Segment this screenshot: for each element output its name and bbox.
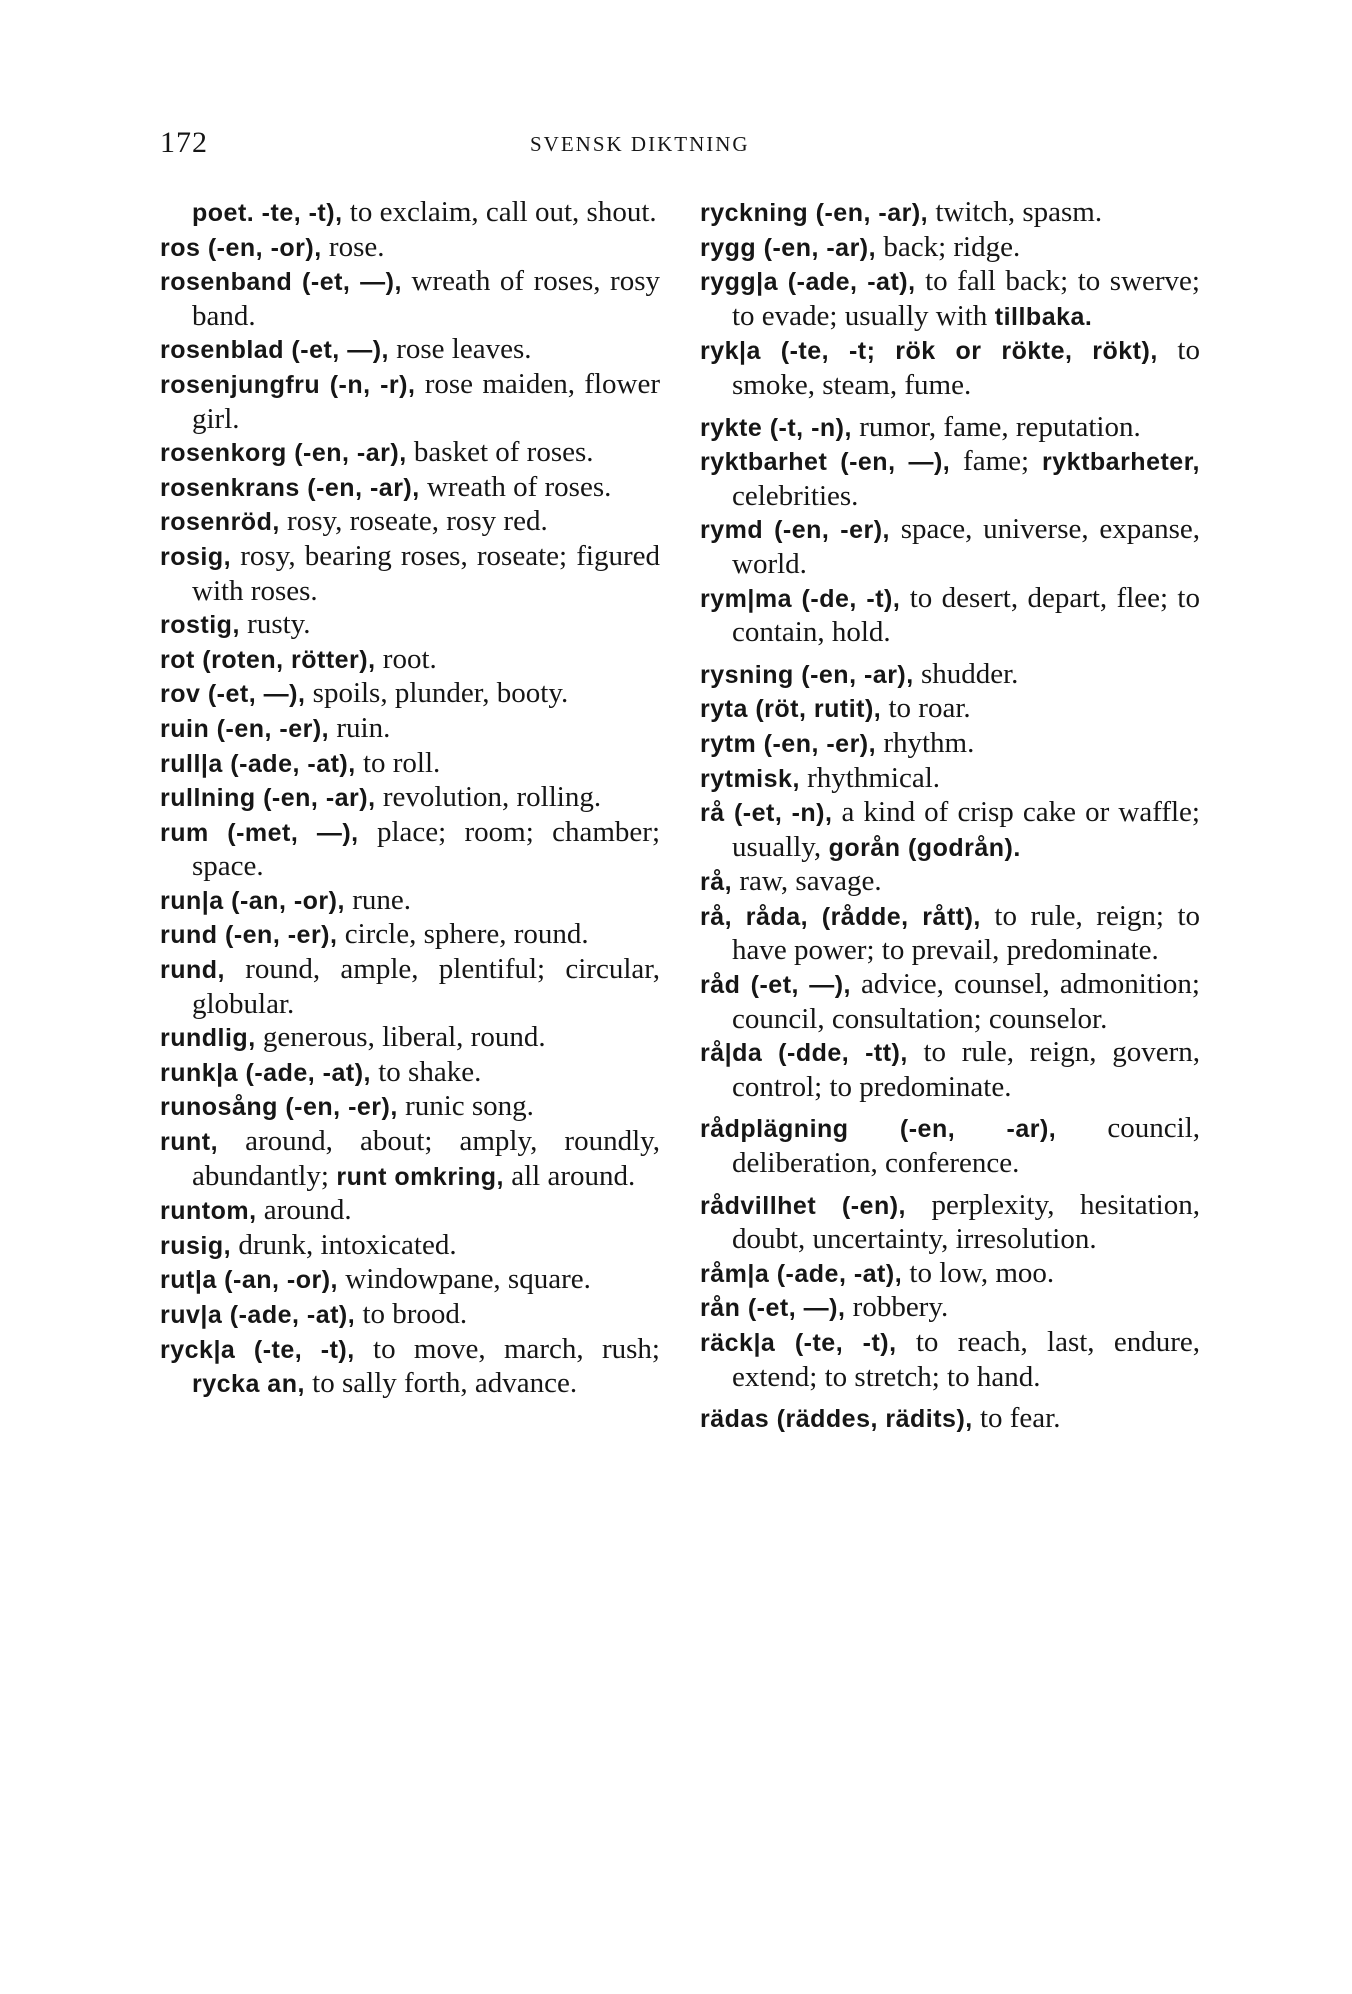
definition: shudder. — [913, 657, 1019, 690]
phrase: ryktbarheter, — [1029, 448, 1201, 477]
dictionary-entry — [160, 1194, 660, 1229]
definition: to smoke, steam, fume. — [732, 334, 1200, 401]
definition: a kind of crisp cake or waffle; usually, — [732, 796, 1200, 863]
phrase-definition: all around. — [503, 1159, 636, 1192]
dictionary-entry — [160, 265, 660, 333]
definition: fame; — [950, 445, 1030, 478]
headword: rusig, — [160, 1231, 232, 1260]
dictionary-entry — [700, 1402, 1200, 1437]
definition: wreath of roses, rosy band. — [192, 265, 660, 332]
headword: rå, råda, — [700, 902, 809, 931]
grammar-forms: (-et, -n), — [724, 799, 833, 828]
dictionary-entry — [160, 1125, 660, 1194]
dictionary-entry — [700, 1036, 1200, 1104]
definition: rose leaves. — [388, 333, 532, 366]
definition: to fall back; to swerve; to evade; usually with — [732, 265, 1200, 332]
grammar-forms: (-en, -ar), — [286, 439, 407, 468]
definition: rumor, fame, reputation. — [851, 410, 1141, 443]
dictionary-entry — [700, 692, 1200, 727]
definition: robbery. — [845, 1291, 949, 1324]
grammar-forms: (-en, -or), — [200, 233, 322, 262]
grammar-forms: (-ade, -at), — [222, 749, 356, 778]
definition: to exclaim, call out, shout. — [342, 196, 657, 228]
phrase: rycka an, — [192, 1370, 305, 1399]
grammar-forms: (-en, -ar), — [255, 784, 376, 813]
grammar-forms: (-te, -t), — [775, 1329, 897, 1357]
dictionary-entry — [160, 1229, 660, 1264]
definition: round, ample, plentiful; circular, globular. — [192, 953, 660, 1020]
definition: twitch, spasm. — [928, 196, 1103, 228]
dictionary-entry — [160, 1021, 660, 1056]
headword: rysning — [700, 660, 794, 689]
grammar-forms: (-en, -er), — [277, 1093, 398, 1122]
definition: council, deliberation, conference. — [732, 1112, 1200, 1180]
dictionary-entry — [700, 445, 1200, 513]
grammar-forms: (-t, -n), — [762, 413, 852, 442]
definition: generous, liberal, round. — [255, 1021, 546, 1054]
definition: to low, moo. — [902, 1256, 1055, 1289]
grammar-forms: (-en, -ar), — [808, 199, 929, 227]
definition: revolution, rolling. — [375, 781, 602, 814]
headword: rym|ma — [700, 584, 792, 613]
grammar-forms: (-an, -or), — [216, 1266, 338, 1295]
grammar-forms: (-de, -t), — [792, 584, 901, 613]
grammar-forms: (-en, -er), — [217, 921, 338, 950]
headword: runosång — [160, 1093, 278, 1122]
headword: rull|a — [160, 749, 223, 778]
definition: spoils, plunder, booty. — [305, 677, 569, 710]
definition: rusty. — [239, 608, 311, 641]
headword: runtom, — [160, 1197, 257, 1226]
headword: rosenblad — [160, 336, 284, 365]
grammar-forms: (-en, -ar), — [848, 1115, 1057, 1144]
definition: rhythm. — [876, 726, 975, 759]
dictionary-entry — [160, 918, 660, 953]
definition: rosy, bearing roses, roseate; figured with roses. — [192, 539, 660, 607]
dictionary-entry — [160, 1056, 660, 1091]
grammar-forms: (-ade, -at), — [222, 1301, 356, 1329]
grammar-forms: (rådde, rått), — [808, 902, 981, 931]
headword: rymd — [700, 516, 764, 545]
headword: rov — [160, 680, 201, 709]
grammar-forms: (-ade, -at), — [238, 1058, 371, 1087]
headword: rykte — [700, 413, 763, 442]
headword: ryta — [700, 695, 748, 724]
headword: rå — [700, 799, 725, 828]
headword: råm|a — [700, 1259, 770, 1288]
grammar-forms: (-en, -er), — [209, 714, 330, 743]
grammar-forms: (-en, -er), — [756, 729, 877, 758]
dictionary-entry — [700, 582, 1200, 650]
grammar-forms: (-ade, -at), — [769, 1259, 903, 1288]
headword: rosenkorg — [160, 439, 287, 468]
grammar-forms: (räddes, rädits), — [769, 1405, 973, 1434]
definition: basket of roses. — [406, 436, 594, 469]
dictionary-entry — [160, 368, 660, 436]
headword: runt, — [160, 1128, 219, 1157]
headword: run|a — [160, 886, 224, 915]
dictionary-entry — [160, 816, 660, 884]
headword: rostig, — [160, 611, 240, 640]
headword: rut|a — [160, 1266, 217, 1295]
dictionary-entry — [700, 1291, 1200, 1326]
headword: ros — [160, 233, 201, 262]
definition: rose. — [321, 230, 385, 263]
grammar-forms: (-te, -t), — [235, 1335, 355, 1364]
dictionary-entry — [160, 781, 660, 816]
definition: place; room; chamber; space. — [192, 815, 661, 883]
headword: ryckning — [700, 199, 809, 227]
headword: rosig, — [160, 542, 232, 571]
dictionary-entry — [160, 747, 660, 782]
grammar-forms: (-et, —), — [292, 268, 402, 297]
dictionary-entry — [700, 1326, 1200, 1394]
grammar-forms: (-en, —), — [827, 448, 951, 477]
definition: drunk, intoxicated. — [231, 1228, 457, 1261]
headword: rot — [160, 645, 195, 674]
phrase-definition: to sally forth, advance. — [304, 1367, 578, 1400]
dictionary-entry — [700, 968, 1200, 1036]
headword: ruv|a — [160, 1301, 223, 1329]
headword: rädas — [700, 1405, 770, 1434]
dictionary-entry — [700, 900, 1200, 968]
page-number: 172 — [160, 126, 208, 159]
dictionary-entry — [700, 762, 1200, 797]
grammar-forms: poet. -te, -t), — [192, 199, 343, 227]
dictionary-entry — [160, 1333, 660, 1402]
definition: runic song. — [397, 1090, 534, 1123]
grammar-forms: (-dde, -tt), — [762, 1039, 908, 1068]
headword: rygg — [700, 233, 757, 262]
dictionary-entry — [700, 865, 1200, 900]
definition: to rule, reign; to have power; to prevail, predominate. — [732, 899, 1201, 967]
dictionary-entry — [160, 231, 660, 266]
grammar-forms: (-n, -r), — [320, 370, 416, 399]
definition: perplexity, hesitation, doubt, uncertainty, irresolution. — [732, 1188, 1200, 1256]
dictionary-entry — [160, 953, 660, 1021]
grammar-forms: (-met, —), — [208, 818, 359, 847]
definition: to rule, reign, govern, control; to predominate. — [732, 1036, 1200, 1103]
dictionary-entry — [160, 333, 660, 368]
grammar-forms: (-an, -or), — [223, 886, 345, 915]
definition: to roar. — [881, 692, 971, 725]
grammar-forms: (-en), — [816, 1191, 906, 1220]
grammar-forms: (-et, —), — [740, 1294, 846, 1323]
headword: runk|a — [160, 1058, 239, 1087]
definition: rune. — [344, 883, 411, 916]
grammar-forms: (-en, -ar), — [756, 233, 877, 262]
grammar-forms: (roten, rötter), — [194, 645, 376, 674]
definition: around. — [256, 1194, 352, 1227]
definition: wreath of roses. — [419, 470, 612, 503]
headword: rund — [160, 921, 218, 950]
definition: back; ridge. — [876, 230, 1021, 263]
dictionary-entry — [160, 712, 660, 747]
dictionary-entry — [160, 436, 660, 471]
headword: räck|a — [700, 1329, 776, 1357]
headword: rosenkrans — [160, 473, 300, 502]
definition: around, about; amply, roundly, abundantly; — [192, 1125, 660, 1192]
headword: rytm — [700, 729, 757, 758]
definition: to brood. — [355, 1298, 468, 1330]
left-column — [160, 196, 660, 1402]
dictionary-entry — [700, 1189, 1200, 1257]
grammar-forms: (-en, -ar), — [793, 660, 914, 689]
dictionary-entry — [160, 505, 660, 540]
grammar-forms: (-et, —), — [740, 971, 851, 1000]
definition: to move, march, rush; — [354, 1332, 660, 1365]
definition: root. — [375, 642, 437, 675]
dictionary-entry — [700, 334, 1200, 402]
dictionary-entry — [700, 727, 1200, 762]
grammar-forms: (-en, -ar), — [299, 473, 420, 502]
dictionary-entry — [160, 196, 660, 231]
headword: ryk|a — [700, 337, 761, 366]
phrase-definition: celebrities. — [732, 479, 859, 512]
definition: rosy, roseate, rosy red. — [279, 505, 548, 538]
dictionary-entry — [700, 1112, 1200, 1180]
grammar-forms: (röt, rutit), — [747, 695, 882, 724]
headword: råd — [700, 971, 741, 1000]
definition: advice, counsel, admonition; council, consultation; counselor. — [732, 968, 1200, 1035]
grammar-forms: (-te, -t; rök or rökte, rökt), — [760, 337, 1158, 366]
headword: rå|da — [700, 1039, 763, 1068]
dictionary-entry — [700, 513, 1200, 581]
headword: rådvillhet — [700, 1191, 817, 1220]
definition: ruin. — [329, 711, 391, 744]
grammar-forms: (-et, —), — [200, 680, 306, 709]
headword: rygg|a — [700, 268, 779, 297]
grammar-forms: (-en, -er), — [763, 516, 890, 545]
headword: rosenjungfru — [160, 370, 321, 399]
headword: rådplägning — [700, 1115, 849, 1144]
dictionary-entry — [160, 1090, 660, 1125]
dictionary-entry — [700, 658, 1200, 693]
definition: to fear. — [972, 1402, 1061, 1435]
definition: to reach, last, endure, extend; to stretch; to hand. — [732, 1326, 1200, 1393]
grammar-forms: (-ade, -at), — [778, 268, 916, 297]
running-head: SVENSK DIKTNING — [530, 132, 750, 156]
definition: circle, sphere, round. — [337, 918, 589, 951]
headword: rå, — [700, 868, 733, 897]
headword: ryktbarhet — [700, 448, 828, 477]
grammar-forms: (-et, —), — [283, 336, 389, 365]
dictionary-entry — [700, 231, 1200, 266]
definition: rose maiden, flower girl. — [192, 367, 660, 435]
dictionary-entry — [160, 540, 660, 608]
headword: rosenband — [160, 268, 293, 297]
dictionary-entry — [160, 608, 660, 643]
definition: to desert, depart, flee; to contain, hold. — [732, 581, 1200, 649]
dictionary-entry — [160, 1298, 660, 1333]
headword: ruin — [160, 714, 210, 743]
definition: rhythmical. — [799, 761, 941, 794]
headword: ryck|a — [160, 1335, 236, 1364]
right-column — [700, 196, 1200, 1437]
headword: rullning — [160, 784, 256, 813]
definition: to shake. — [370, 1055, 482, 1088]
headword: rån — [700, 1294, 741, 1323]
dictionary-entry — [700, 796, 1200, 865]
headword: rosenröd, — [160, 508, 280, 537]
definition: windowpane, square. — [338, 1263, 591, 1296]
definition: space, universe, expanse, world. — [732, 513, 1200, 580]
dictionary-entry — [160, 471, 660, 506]
dictionary-entry — [160, 1263, 660, 1298]
headword: rundlig, — [160, 1024, 256, 1053]
headword: rytmisk, — [700, 764, 800, 793]
phrase: tillbaka. — [987, 302, 1093, 331]
headword: rum — [160, 818, 209, 847]
phrase: runt omkring, — [328, 1162, 504, 1191]
dictionary-entry — [160, 643, 660, 678]
definition: to roll. — [355, 746, 441, 779]
dictionary-entry — [700, 411, 1200, 446]
dictionary-entry — [160, 677, 660, 712]
phrase: gorån (godrån). — [821, 833, 1021, 862]
headword: rund, — [160, 956, 225, 985]
dictionary-entry — [160, 884, 660, 919]
dictionary-entry — [700, 1257, 1200, 1292]
dictionary-entry — [700, 196, 1200, 231]
dictionary-entry — [700, 265, 1200, 334]
definition: raw, savage. — [732, 865, 882, 898]
